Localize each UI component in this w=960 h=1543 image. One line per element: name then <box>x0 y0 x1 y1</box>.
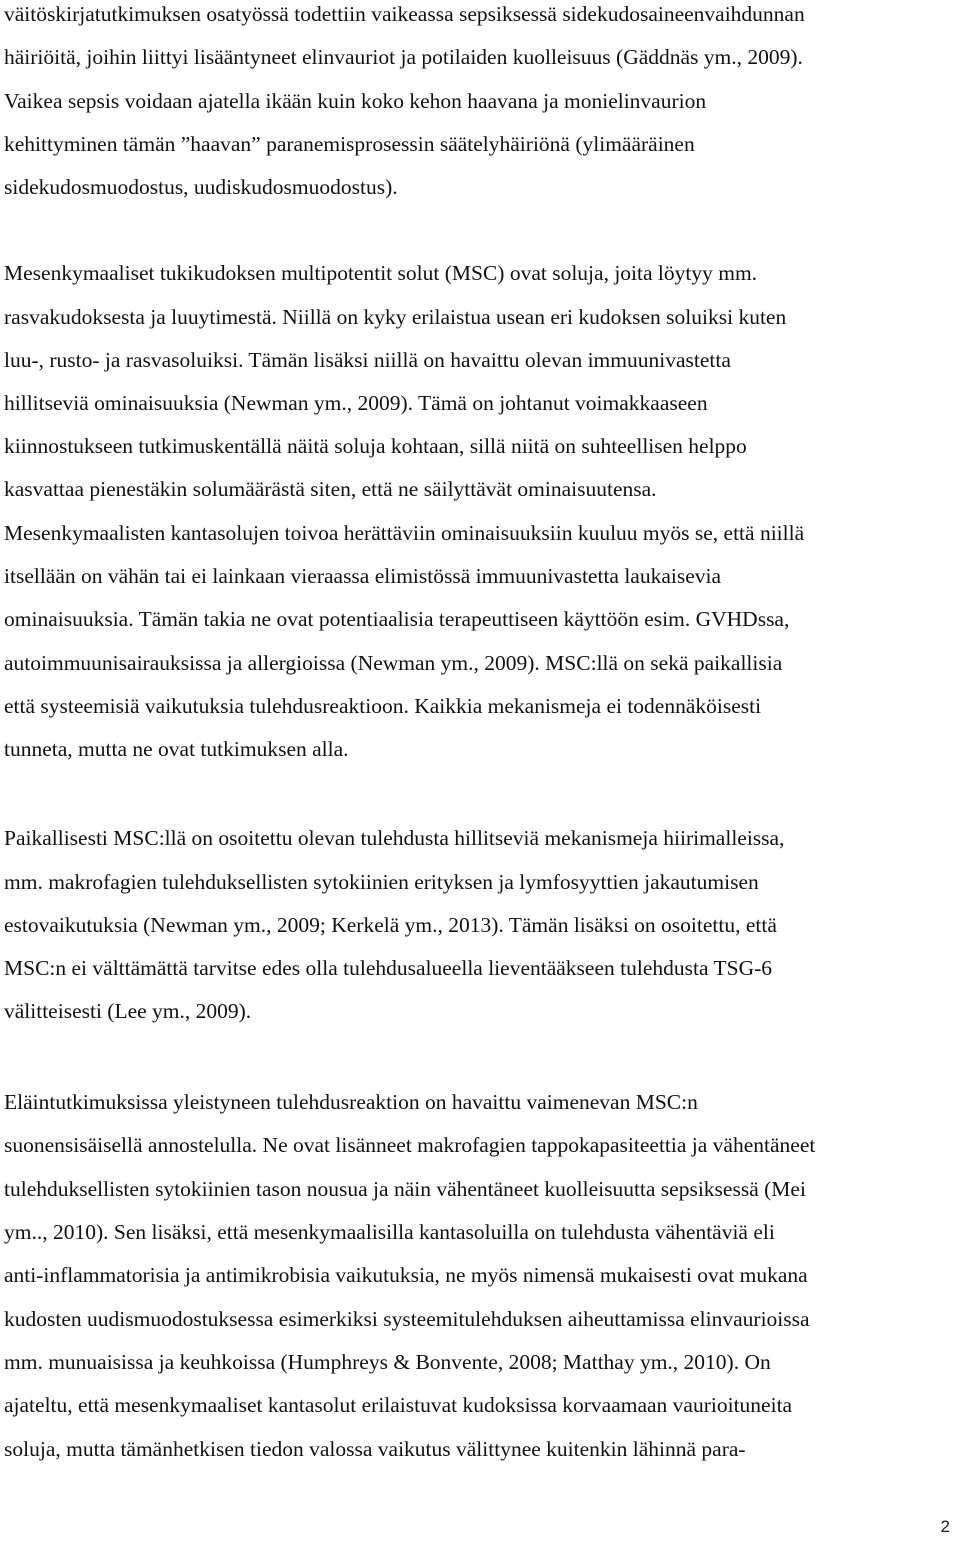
text-line: kiinnostukseen tutkimuskentällä näitä soluja kohtaan, sillä niitä on suhteellisen helppo <box>4 434 747 458</box>
text-line: tunneta, mutta ne ovat tutkimuksen alla. <box>4 737 349 761</box>
text-line: rasvakudoksesta ja luuytimestä. Niillä on kyky erilaistua usean eri kudoksen soluiksi kuten <box>4 305 787 329</box>
text-line: luu-, rusto- ja rasvasoluiksi. Tämän lisäksi niillä on havaittu olevan immuunivastetta <box>4 348 731 372</box>
text-line: mm. munuaisissa ja keuhkoissa (Humphreys & Bonvente, 2008; Matthay ym., 2010). On <box>4 1350 771 1374</box>
text-line: että systeemisiä vaikutuksia tulehdusreaktioon. Kaikkia mekanismeja ei todennäköisesti <box>4 694 762 718</box>
text-line: kehittyminen tämän ”haavan” paranemisprosessin säätelyhäiriönä (ylimääräinen <box>4 132 695 156</box>
text-line: hillitseviä ominaisuuksia (Newman ym., 2009). Tämä on johtanut voimakkaaseen <box>4 391 708 415</box>
text-line: Eläintutkimuksissa yleistyneen tulehdusreaktion on havaittu vaimenevan MSC:n <box>4 1090 698 1114</box>
text-line: ajateltu, että mesenkymaaliset kantasolut erilaistuvat kudoksissa korvaamaan vaurioituneita <box>4 1393 793 1417</box>
text-line: ym.., 2010). Sen lisäksi, että mesenkymaalisilla kantasoluilla on tulehdusta vähentäviä eli <box>4 1220 775 1244</box>
text-line: MSC:n ei välttämättä tarvitse edes olla tulehdusalueella lieventääkseen tulehdusta TSG-6 <box>4 956 773 980</box>
text-line: kasvattaa pienestäkin solumäärästä siten, että ne säilyttävät ominaisuutensa. <box>4 477 657 501</box>
text-line: soluja, mutta tämänhetkisen tiedon valossa vaikutus välittynee kuitenkin lähinnä para- <box>4 1437 746 1461</box>
text-line: Paikallisesti MSC:llä on osoitettu olevan tulehdusta hillitseviä mekanismeja hiirimalleissa, <box>4 826 785 850</box>
text-line: itsellään on vähän tai ei lainkaan vieraassa elimistössä immuunivastetta laukaisevia <box>4 564 722 588</box>
page-number: 2 <box>940 1517 950 1536</box>
text-line: väitöskirjatutkimuksen osatyössä todettiin vaikeassa sepsiksessä sidekudosaineenvaihdunnan <box>4 2 805 26</box>
text-line: Mesenkymaaliset tukikudoksen multipotentit solut (MSC) ovat soluja, joita löytyy mm. <box>4 261 758 285</box>
text-line: mm. makrofagien tulehduksellisten sytokiinien erityksen ja lymfosyyttien jakautumisen <box>4 870 759 894</box>
text-line: anti-inflammatorisia ja antimikrobisia vaikutuksia, ne myös nimensä mukaisesti ovat mukana <box>4 1263 808 1287</box>
text-line: estovaikutuksia (Newman ym., 2009; Kerkelä ym., 2013). Tämän lisäksi on osoitettu, että <box>4 913 777 937</box>
text-line: autoimmuunisairauksissa ja allergioissa (Newman ym., 2009). MSC:llä on sekä paikallisia <box>4 651 783 675</box>
text-line: sidekudosmuodostus, uudiskudosmuodostus). <box>4 175 398 199</box>
text-line: suonensisäisellä annostelulla. Ne ovat lisänneet makrofagien tappokapasiteettia ja vähentäneet <box>4 1133 816 1157</box>
text-line: tulehduksellisten sytokiinien tason nousua ja näin vähentäneet kuolleisuutta sepsiksessä (Mei <box>4 1177 806 1201</box>
text-line: välitteisesti (Lee ym., 2009). <box>4 999 252 1023</box>
text-line: kudosten uudismuodostuksessa esimerkiksi systeemitulehduksen aiheuttamissa elinvaurioissa <box>4 1307 810 1331</box>
text-line: Vaikea sepsis voidaan ajatella ikään kuin koko kehon haavana ja monielinvaurion <box>4 89 707 113</box>
text-line: Mesenkymaalisten kantasolujen toivoa herättäviin ominaisuuksiin kuuluu myös se, että niillä <box>4 521 805 545</box>
text-line: häiriöitä, joihin liittyi lisääntyneet elinvauriot ja potilaiden kuolleisuus (Gäddnäs ym., 2009). <box>4 45 803 69</box>
text-line: ominaisuuksia. Tämän takia ne ovat potentiaalisia terapeuttiseen käyttöön esim. GVHDssa, <box>4 607 790 631</box>
